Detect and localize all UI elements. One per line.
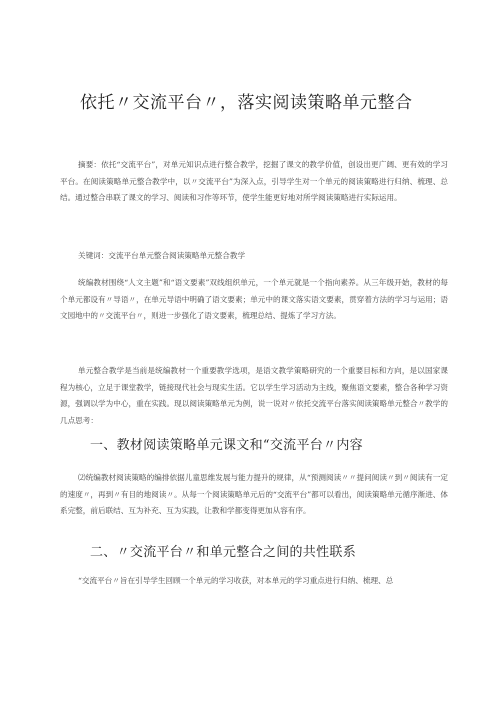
section-heading-2: 二、〃交流平台〃和单元整合之间的共性联系 — [90, 545, 357, 560]
section-heading-1: 一、教材阅读策略单元课文和“交流平台〃内容 — [90, 438, 363, 453]
abstract-paragraph: 摘要：依托“交流平台”，对单元知识点进行整合教学，挖掘了课文的教学价值，创设出更广阔、更有效的学习平台。在阅读策略单元整合教学中，以〃交流平台”为深入点，引导学生对一个单元的阅读策略进行归纳、梳理、总结。通过整合串联了课文的学习、阅读和习作等环节，使学生能更好地对所学阅读策略进行实际运用。 — [60, 160, 448, 202]
keywords-line: 关键词：交流平台单元整合阅读策略单元整合教学 — [78, 251, 246, 260]
body-paragraph-4: “交流平台〃旨在引导学生回顾一个单元的学习收获，对本单元的学习重点进行归纳、梳理、总 — [78, 576, 394, 585]
body-paragraph-2: 单元整合教学是当前是统编教材一个重要教学选项，是语文教学策略研究的一个重要目标和方向，是以国家课程为核心，立足于课堂教学，链接现代社会与现实生活。它以学生学习活动为主线，聚焦语文要素，整合各种学习资源，强调以学为中心，重在实践。现以阅读策略单元为例，说一说对〃依托交流平台落实阅读策略单元整合〃教学的几点思考： — [60, 366, 448, 425]
body-paragraph-3: ⑵统编教材阅读策略的编排依据儿童思维发展与能力提升的规律，从“预测阅读〃〃提问阅读〃到〃阅读有一定的速度〃，再到〃有目的地阅读〃。从每一个阅读策略单元后的“交流平台”都可以看出，阅读策略单元循序渐进、体系完整，前后联结、互为补充、互为实践，让教和学都变得更加从容有序。 — [60, 473, 448, 515]
document-title: 依托〃交流平台〃，落实阅读策略单元整合 — [80, 93, 413, 113]
body-paragraph-1: 统编教材围绕“人文主题”和“语文要素”双线组织单元，一个单元就是一个指向素养。从三年级开始，教材的每个单元都设有〃导语〃，在单元导语中明确了语文要素；单元中的课文落实语文要素，贯穿着方法的学习与运用；语文园地中的〃交流平台〃，则进一步强化了语文要素，梳理总结、提炼了学习方法。 — [60, 278, 448, 320]
